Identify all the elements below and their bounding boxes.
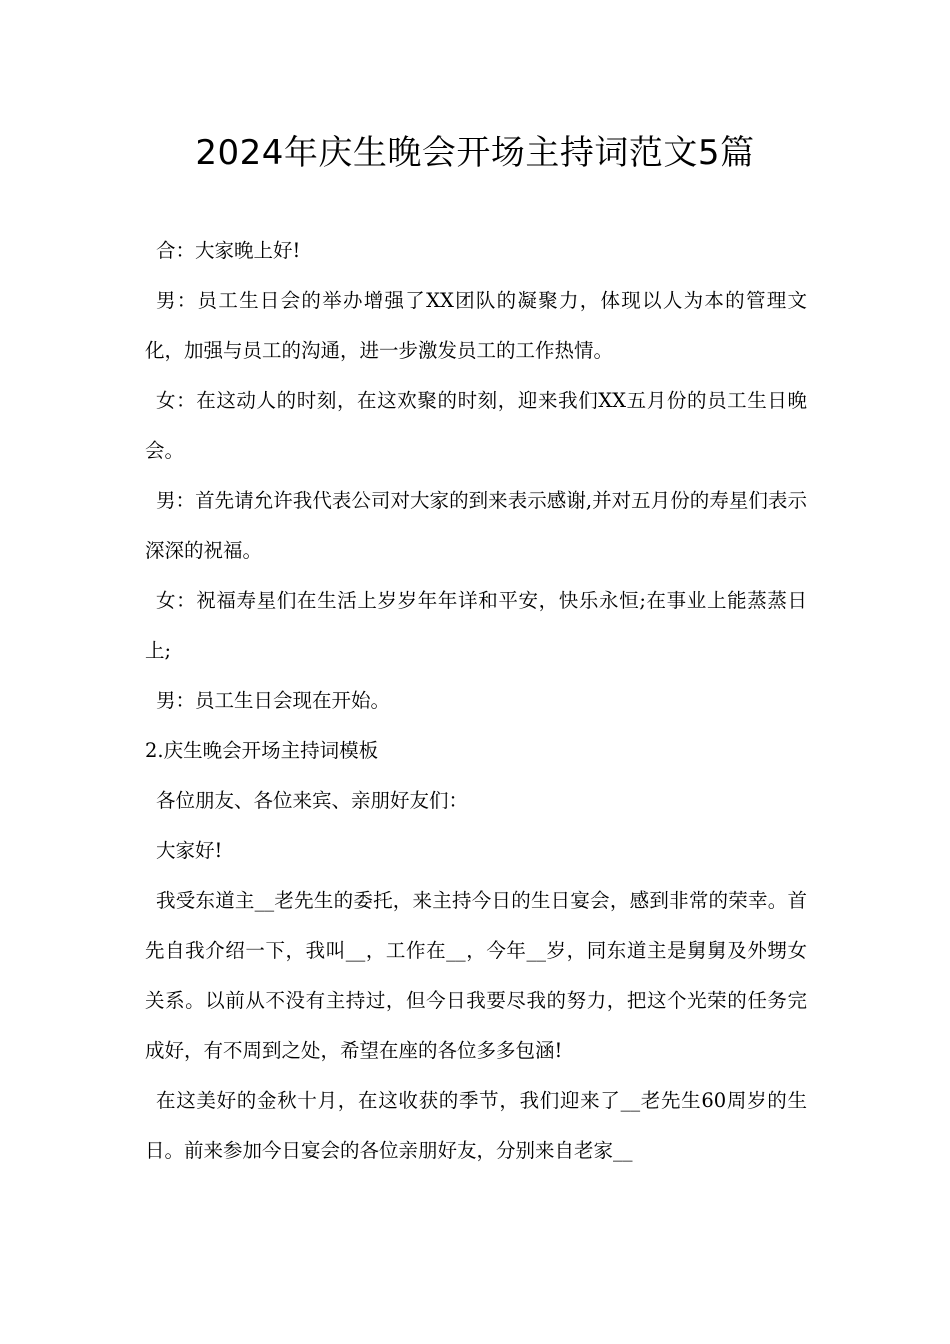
paragraph: 女：祝福寿星们在生活上岁岁年年详和平安，快乐永恒;在事业上能蒸蒸日上; <box>145 589 807 662</box>
paragraph: 男：员工生日会现在开始。 <box>156 689 391 712</box>
paragraph: 大家好! <box>156 839 223 862</box>
section-heading: 2.庆生晚会开场主持词模板 <box>145 739 379 762</box>
paragraph: 女：在这动人的时刻，在这欢聚的时刻，迎来我们XX五月份的员工生日晚会。 <box>145 389 807 462</box>
paragraph: 各位朋友、各位来宾、亲朋好友们： <box>156 789 469 812</box>
paragraph: 在这美好的金秋十月，在这收获的季节，我们迎来了__老先生60周岁的生日。前来参加今日宴会的各位亲朋好友，分别来自老家__ <box>145 1089 807 1162</box>
document-body <box>145 226 807 1176</box>
paragraph: 我受东道主__老先生的委托，来主持今日的生日宴会，感到非常的荣幸。首先自我介绍一下，我叫__，工作在__，今年__岁，同东道主是舅舅及外甥女关系。以前从不没有主持过，但今日我要尽我的努力，把这个光荣的任务完成好，有不周到之处，希望在座的各位多多包涵! <box>145 889 807 1062</box>
paragraph: 男：首先请允许我代表公司对大家的到来表示感谢,并对五月份的寿星们表示深深的祝福。 <box>145 489 807 562</box>
document-title: 2024年庆生晚会开场主持词范文5篇 <box>195 133 755 173</box>
paragraph-greeting: 合：大家晚上好! <box>156 239 301 262</box>
paragraph: 男：员工生日会的举办增强了XX团队的凝聚力，体现以人为本的管理文化，加强与员工的沟通，进一步激发员工的工作热情。 <box>145 289 807 362</box>
